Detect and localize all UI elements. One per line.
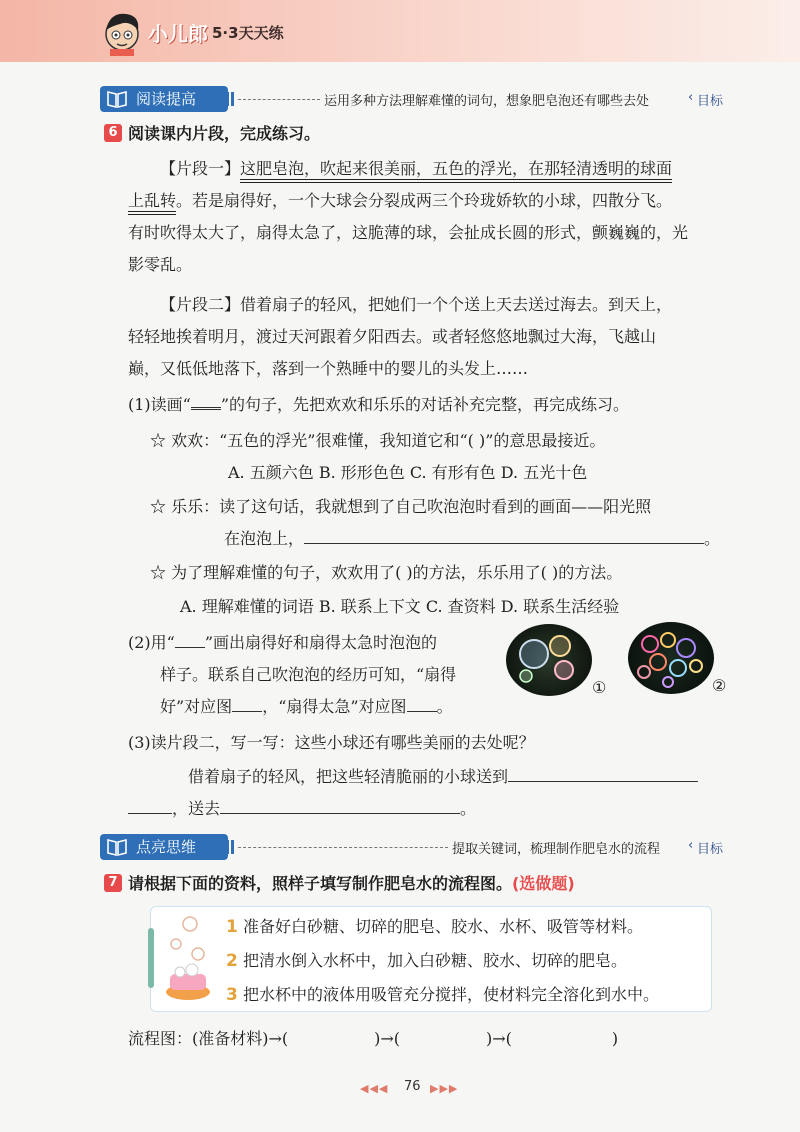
goal-tag: 目标 [697,94,724,109]
subquestion-2-line3: 好”对应图 ，“扇得太急”对应图 。 [160,697,453,716]
boy-mascot-icon [100,8,144,56]
question-number: 6 [104,124,122,142]
flowchart-line: 流程图：(准备材料)→( )→( )→( ) [128,1029,619,1048]
goal-arrow-icon: ‹ [688,90,694,105]
page-number: 76 [404,1079,421,1094]
step-3: 3 把水杯中的液体用吸管充分搅拌，使材料完全溶化到水中。 [226,985,659,1005]
book-icon [106,89,128,109]
divider [238,847,448,848]
passage1-line2: 上乱转。若是扇得好，一个大球会分裂成两三个玲珑娇软的小球，四散分飞。 [128,191,673,210]
decor-bar [148,928,154,988]
section-title: 点亮思维 [136,838,197,856]
book-icon [106,837,128,857]
answer-blank[interactable] [220,799,460,814]
banner-tail [226,840,234,854]
answer-blank[interactable] [128,799,172,814]
brand-logo: 小儿郎 [148,22,208,46]
options-1: A. 五颜六色 B. 形形色色 C. 有形有色 D. 五光十色 [228,463,588,482]
optional-tag: (选做题) [512,874,575,893]
image-label-2: ② [712,676,727,695]
options-2: A. 理解难懂的词语 B. 联系上下文 C. 查资料 D. 联系生活经验 [180,597,620,616]
banner-tail [226,92,234,106]
image-label-1: ① [592,678,607,697]
question-title: 请根据下面的资料，照样子填写制作肥皂水的流程图。(选做题) [128,874,575,893]
huanhuan-line: ☆ 欢欢：“五色的浮光”很难懂，我知道它和“( )”的意思最接近。 [150,431,606,450]
underlined-sentence: 上乱转 [128,191,177,210]
passage2-line2: 轻轻地挨着明月，渡过天河跟着夕阳西去。或者轻悠悠地飘过大海，飞越山 [128,327,657,346]
divider [238,99,320,100]
bubble-photo-1 [506,624,592,696]
subquestion-2-line2: 样子。联系自己吹泡泡的经历可知，“扇得 [160,665,457,684]
step-2: 2 把清水倒入水杯中，加入白砂糖、胶水、切碎的肥皂。 [226,951,627,971]
soap-bubbles-icon [160,914,216,1006]
brand-subtitle: 5·3天天练 [212,24,284,42]
lele-line2: 在泡泡上， 。 [224,529,721,548]
subquestion-3-line1: (3)读片段二，写一写：这些小球还有哪些美丽的去处呢？ [128,733,535,752]
passage2-line1: 【片段二】借着扇子的轻风，把她们一个个送上天去送过海去。到天上， [160,295,673,314]
goal-tag: 目标 [697,842,724,857]
subquestion-1: (1)读画“ ”的句子，先把欢欢和乐乐的对话补充完整，再完成练习。 [128,395,630,414]
passage2-line3: 巅，又低低地落下，落到一个熟睡中的婴儿的头发上…… [128,359,529,378]
answer-blank[interactable] [304,529,704,544]
right-arrows-icon: ▶▶▶ [430,1082,459,1095]
passage1-line4: 影零乱。 [128,255,193,274]
section-banner-reading [100,86,228,112]
bubble-photo-2 [628,622,714,694]
section-banner-thinking [100,834,228,860]
section-goal: 运用多种方法理解难懂的词句，想象肥皂泡还有哪些去处 [324,94,650,109]
left-arrows-icon: ◀◀◀ [360,1082,389,1095]
question-title: 阅读课内片段，完成练习。 [128,124,321,143]
lele-line1: ☆ 乐乐：读了这句话，我就想到了自己吹泡泡时看到的画面——阳光照 [150,497,652,516]
goal-arrow-icon: ‹ [688,838,694,853]
underlined-sentence: 这肥皂泡，吹起来很美丽，五色的浮光，在那轻清透明的球面 [240,159,673,178]
answer-blank[interactable] [508,767,698,782]
subquestion-2-line1: (2)用“ ”画出扇得好和扇得太急时泡泡的 [128,633,438,652]
underline-sample [175,633,205,648]
method-line: ☆ 为了理解难懂的句子，欢欢用了( )的方法，乐乐用了( )的方法。 [150,563,623,582]
question-number: 7 [104,874,122,892]
subquestion-3-line2: 借着扇子的轻风，把这些轻清脆丽的小球送到 [188,764,698,787]
passage1-line1: 【片段一】这肥皂泡，吹起来很美丽，五色的浮光，在那轻清透明的球面 [160,159,673,178]
subquestion-3-line3: ，送去 。 [128,796,476,819]
answer-blank[interactable] [232,697,262,712]
answer-blank[interactable] [407,697,437,712]
section-title: 阅读提高 [136,90,197,108]
passage1-line3: 有时吹得太大了，扇得太急了，这脆薄的球，会扯成长圆的形式，颤巍巍的，光 [128,223,689,242]
step-1: 1 准备好白砂糖、切碎的肥皂、胶水、水杯、吸管等材料。 [226,917,643,937]
section-goal: 提取关键词，梳理制作肥皂水的流程 [452,842,661,857]
underline-sample [191,393,221,410]
